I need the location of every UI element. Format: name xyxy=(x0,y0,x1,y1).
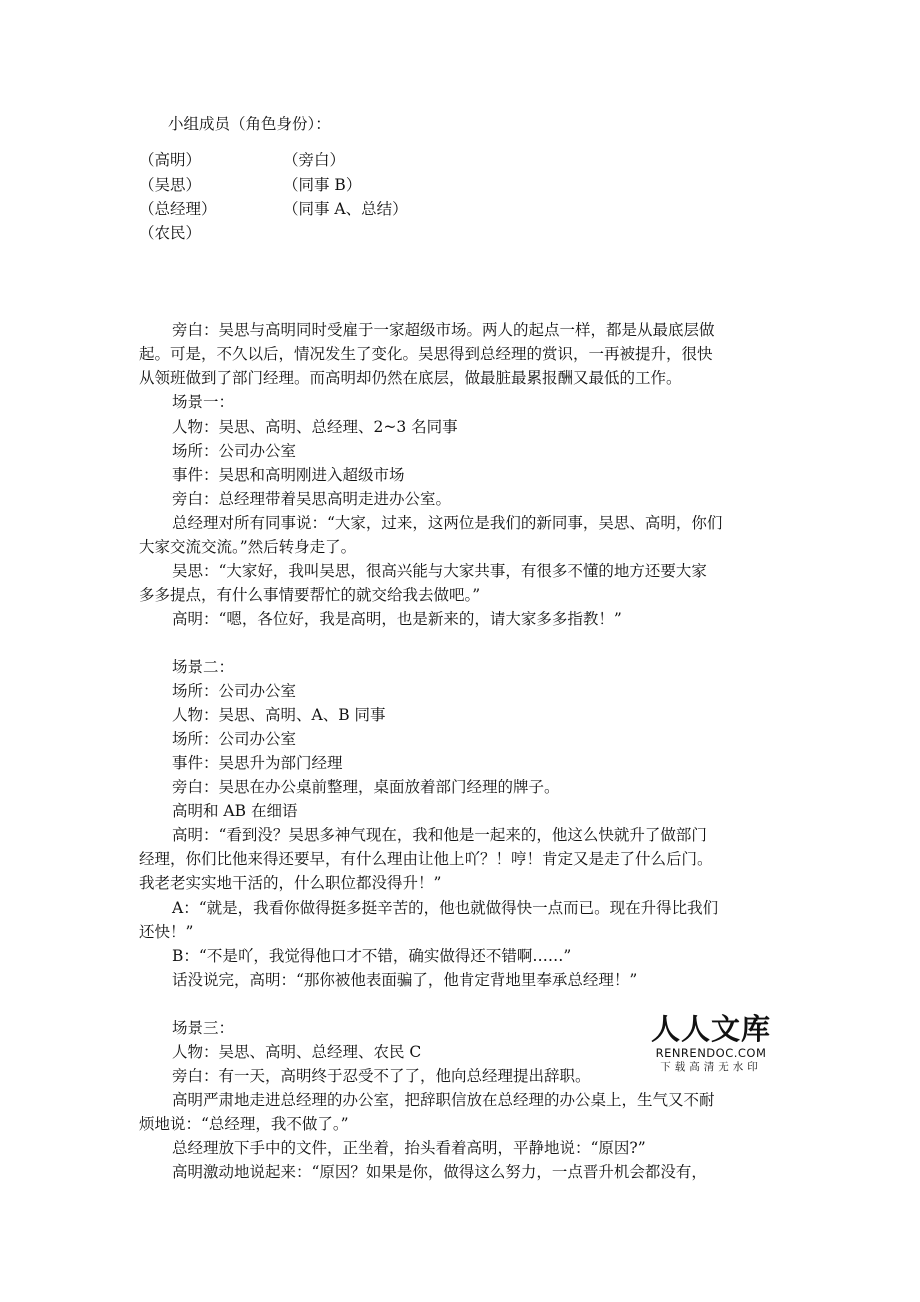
dialogue-line: 高明严肃地走进总经理的办公室，把辞职信放在总经理的办公桌上，生气又不耐 xyxy=(172,1091,715,1109)
roster-member: （吴思） xyxy=(139,176,202,194)
watermark-domain: RENRENDOC.COM xyxy=(655,1046,767,1060)
dialogue-line: 话没说完，高明：“那你被他表面骗了，他肯定背地里奉承总经理！” xyxy=(172,971,638,989)
roster-member: （高明） xyxy=(139,151,202,169)
scene-place: 场所：公司办公室 xyxy=(172,730,297,748)
watermark-title: 人人文库 xyxy=(650,1012,771,1046)
dialogue-line: A：“就是，我看你做得挺多挺辛苦的，他也就做得快一点而已。现在升得比我们 xyxy=(172,899,719,917)
roster-role: （同事 B） xyxy=(283,176,362,194)
roster-role: （同事 A、总结） xyxy=(283,200,408,218)
dialogue-line: 总经理对所有同事说：“大家，过来，这两位是我们的新同事，吴思、高明，你们 xyxy=(172,514,723,532)
roster-member: （农民） xyxy=(139,224,202,242)
scene-people: 人物：吴思、高明、总经理、2~3 名同事 xyxy=(172,418,458,436)
scene-narration: 旁白：有一天，高明终于忍受不了了，他向总经理提出辞职。 xyxy=(172,1067,591,1085)
dialogue-line: 我老老实实地干活的，什么职位都没得升！” xyxy=(139,874,442,892)
dialogue-line: 烦地说：“总经理，我不做了。” xyxy=(139,1115,349,1133)
intro-paragraph: 旁白：吴思与高明同时受雇于一家超级市场。两人的起点一样，都是从最底层做 xyxy=(172,321,715,339)
intro-paragraph: 起。可是，不久以后，情况发生了变化。吴思得到总经理的赏识，一再被提升，很快 xyxy=(139,345,713,363)
scene-narration: 旁白：吴思在办公桌前整理，桌面放着部门经理的牌子。 xyxy=(172,778,560,796)
dialogue-line: 高明：“看到没？吴思多神气现在，我和他是一起来的，他这么快就升了做部门 xyxy=(172,826,707,844)
scene-event: 事件：吴思和高明刚进入超级市场 xyxy=(172,466,405,484)
scene-narration: 旁白：总经理带着吴思高明走进办公室。 xyxy=(172,490,452,508)
watermark-logo xyxy=(648,1012,774,1074)
dialogue-line: B：“不是吖，我觉得他口才不错，确实做得还不错啊……” xyxy=(172,947,572,965)
dialogue-line: 吴思：“大家好，我叫吴思，很高兴能与大家共事，有很多不懂的地方还要大家 xyxy=(172,562,707,580)
dialogue-line: 经理，你们比他来得还要早，有什么理由让他上吖？！哼！肯定又是走了什么后门。 xyxy=(139,850,713,868)
scene-people: 人物：吴思、高明、总经理、农民 C xyxy=(172,1043,422,1061)
watermark-slogan: 下载高清无水印 xyxy=(660,1061,762,1073)
scene-heading: 场景三： xyxy=(172,1019,235,1037)
dialogue-line: 大家交流交流。”然后转身走了。 xyxy=(139,538,357,556)
scene-event: 事件：吴思升为部门经理 xyxy=(172,754,343,772)
dialogue-line: 高明激动地说起来：“原因？如果是你，做得这么努力，一点晋升机会都没有， xyxy=(172,1163,707,1181)
scene-people: 人物：吴思、高明、A、B 同事 xyxy=(172,706,386,724)
dialogue-line: 还快！” xyxy=(139,923,194,941)
scene-narration: 高明和 AB 在细语 xyxy=(172,802,298,820)
dialogue-line: 总经理放下手中的文件，正坐着，抬头看着高明，平静地说：“原因?” xyxy=(172,1139,646,1157)
roster-member: （总经理） xyxy=(139,200,217,218)
dialogue-line: 多多提点，有什么事情要帮忙的就交给我去做吧。” xyxy=(139,586,481,604)
scene-heading: 场景一： xyxy=(172,393,235,411)
roster-title: 小组成员（角色身份）： xyxy=(168,115,331,133)
roster-role: （旁白） xyxy=(283,151,346,169)
scene-place: 场所：公司办公室 xyxy=(172,442,297,460)
dialogue-line: 高明：“嗯，各位好，我是高明，也是新来的，请大家多多指教！” xyxy=(172,610,622,628)
intro-paragraph: 从领班做到了部门经理。而高明却仍然在底层，做最脏最累报酬又最低的工作。 xyxy=(139,369,682,387)
scene-heading: 场景二： xyxy=(172,658,235,676)
scene-place: 场所：公司办公室 xyxy=(172,682,297,700)
